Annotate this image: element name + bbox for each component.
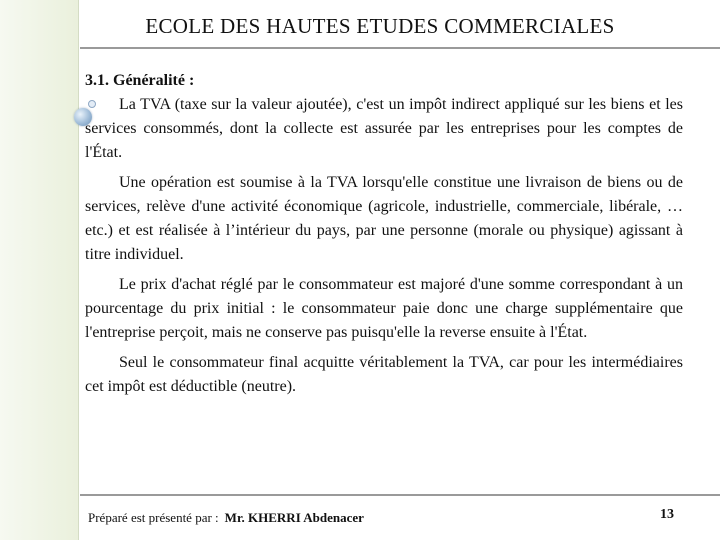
paragraph-price-increase: Le prix d'achat réglé par le consommateur est majoré d'une somme correspondant à un pourcentage du prix initial : le consommateur paie donc une charge supplémentaire que l'entreprise perçoit, mais ne conserve pas puisqu'elle la reverse ensuite à l'État.	[85, 276, 683, 341]
header-divider	[80, 47, 720, 49]
footer-credit	[88, 510, 364, 526]
page-number: 13	[660, 507, 674, 522]
footer-divider	[80, 494, 720, 496]
paragraph-taxable-operation: Une opération est soumise à la TVA lorsqu'elle constitue une livraison de biens ou de services, relève d'une activité économique (agricole, industrielle, commerciale, libérale, …etc.) et est réalisée à l’intérieur du pays, par une personne (morale ou physique) agissant à titre individuel.	[85, 174, 683, 263]
footer-credit-prefix: Préparé est présenté par :	[88, 510, 219, 525]
paragraph-final-consumer: Seul le consommateur final acquitte véritablement la TVA, car pour les intermédiaires cet impôt est déductible (neutre).	[85, 354, 683, 395]
page-title: ECOLE DES HAUTES ETUDES COMMERCIALES	[145, 14, 615, 38]
slide-body	[85, 69, 683, 405]
left-decorative-band	[0, 0, 78, 540]
footer-author: Mr. KHERRI Abdenacer	[224, 510, 364, 525]
left-band-divider	[78, 0, 79, 540]
section-heading: 3.1. Généralité :	[85, 72, 195, 89]
paragraph-tva-definition: La TVA (taxe sur la valeur ajoutée), c'est un impôt indirect appliqué sur les biens et les services consommés, dont la collecte est assurée par les entreprises pour les comptes de l'État.	[85, 96, 683, 161]
